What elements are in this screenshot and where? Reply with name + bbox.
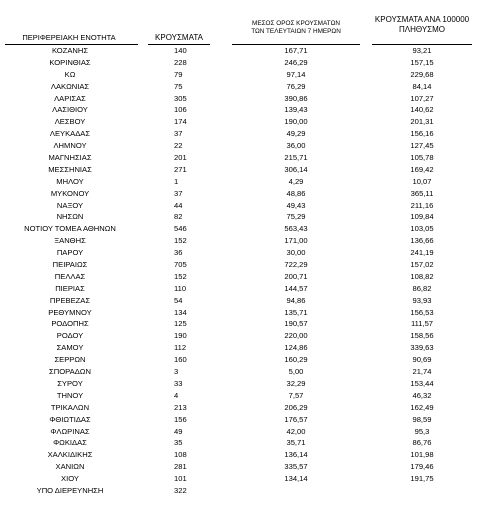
per-100000-cell: 241,19	[410, 248, 434, 258]
per-100000-cell: 157,02	[410, 260, 434, 270]
per-100000-cell: 105,78	[410, 153, 434, 163]
average-cell: 75,29	[286, 212, 306, 222]
average-cell: 190,00	[284, 117, 308, 127]
per-100000-cell: 93,93	[412, 295, 432, 305]
table-row	[0, 354, 479, 366]
per-100000-cell: 10,07	[412, 176, 432, 186]
region-cell: ΞΑΝΘΗΣ	[54, 236, 86, 246]
region-cell: ΛΑΡΙΣΑΣ	[54, 93, 86, 103]
region-cell: ΛΑΚΩΝΙΑΣ	[50, 81, 90, 91]
region-cell: ΤΡΙΚΑΛΩΝ	[50, 402, 90, 412]
per-100000-cell: 95,3	[414, 426, 430, 436]
cases-cell: 44	[174, 200, 183, 210]
region-cell: ΧΑΝΙΩΝ	[55, 462, 85, 472]
per-100000-cell: 156,53	[410, 307, 434, 317]
table-row	[0, 247, 479, 259]
region-cell: ΠΡΕΒΕΖΑΣ	[49, 295, 91, 305]
table-row	[0, 259, 479, 271]
per-100000-cell: 339,63	[410, 343, 434, 353]
header-per-100000	[372, 15, 472, 35]
region-cell: ΥΠΟ ΔΙΕΡΕΥΝΗΣΗ	[36, 485, 104, 495]
region-cell: ΧΙΟΥ	[61, 474, 79, 484]
region-cell: ΠΕΛΛΑΣ	[54, 271, 86, 281]
average-cell: 176,57	[284, 414, 308, 424]
region-cell: ΜΗΛΟΥ	[56, 176, 84, 186]
header-region: ΠΕΡΙΦΕΡΕΙΑΚΗ ΕΝΟΤΗΤΑ	[22, 33, 116, 42]
average-cell: 306,14	[284, 164, 308, 174]
cases-cell: 705	[174, 260, 187, 270]
average-cell: 246,29	[284, 57, 308, 67]
table-row	[0, 461, 479, 473]
per-100000-cell: 201,31	[410, 117, 434, 127]
region-cell: ΦΛΩΡΙΝΑΣ	[50, 426, 90, 436]
average-cell: 48,86	[286, 188, 306, 198]
per-100000-cell: 107,27	[410, 93, 434, 103]
region-cell: ΜΑΓΝΗΣΙΑΣ	[48, 153, 92, 163]
cases-cell: 546	[174, 224, 187, 234]
region-cell: ΣΑΜΟΥ	[56, 343, 84, 353]
average-cell: 220,00	[284, 331, 308, 341]
average-cell: 200,71	[284, 271, 308, 281]
cases-cell: 79	[174, 69, 183, 79]
cases-cell: 322	[174, 485, 187, 495]
cases-cell: 106	[174, 105, 187, 115]
average-cell: 144,57	[284, 283, 308, 293]
region-cell: ΝΟΤΙΟΥ ΤΟΜΕΑ ΑΘΗΝΩΝ	[24, 224, 116, 234]
per-100000-cell: 86,82	[412, 283, 432, 293]
cases-cell: 112	[174, 343, 187, 353]
per-100000-cell: 86,76	[412, 438, 432, 448]
cases-cell: 174	[174, 117, 187, 127]
cases-cell: 33	[174, 378, 183, 388]
table-row	[0, 200, 479, 212]
average-cell: 124,86	[284, 343, 308, 353]
per-100000-cell: 109,84	[410, 212, 434, 222]
table-row	[0, 188, 479, 200]
region-cell: ΛΕΥΚΑΔΑΣ	[49, 129, 91, 139]
region-cell: ΠΕΙΡΑΙΩΣ	[52, 260, 88, 270]
average-cell: 5,00	[288, 367, 304, 377]
average-cell: 76,29	[286, 81, 306, 91]
cases-cell: 152	[174, 236, 187, 246]
average-cell: 36,00	[286, 141, 306, 151]
average-cell: 134,14	[284, 474, 308, 484]
per-100000-cell: 127,45	[410, 141, 434, 151]
cases-cell: 101	[174, 474, 187, 484]
cases-cell: 152	[174, 271, 187, 281]
region-cell: ΡΟΔΟΥ	[56, 331, 84, 341]
region-cell: ΚΩ	[64, 69, 76, 79]
cases-cell: 108	[174, 450, 187, 460]
table-row	[0, 437, 479, 449]
average-cell: 94,86	[286, 295, 306, 305]
region-cell: ΝΑΞΟΥ	[56, 200, 84, 210]
per-100000-cell: 365,11	[410, 188, 434, 198]
table-row	[0, 104, 479, 116]
cases-cell: 82	[174, 212, 183, 222]
cases-cell: 49	[174, 426, 183, 436]
cases-cell: 271	[174, 164, 187, 174]
table-row	[0, 402, 479, 414]
table-row	[0, 128, 479, 140]
cases-cell: 37	[174, 129, 183, 139]
table-row	[0, 449, 479, 461]
table-row	[0, 473, 479, 485]
region-cell: ΛΕΣΒΟΥ	[54, 117, 86, 127]
header-cases: ΚΡΟΥΣΜΑΤΑ	[155, 33, 203, 42]
cases-cell: 190	[174, 331, 187, 341]
header-per-line2: ΠΛΗΘΥΣΜΟ	[398, 25, 446, 34]
cases-cell: 35	[174, 438, 183, 448]
table-row	[0, 211, 479, 223]
region-cell: ΣΠΟΡΑΔΩΝ	[49, 367, 91, 377]
cases-cell: 125	[174, 319, 187, 329]
cases-cell: 156	[174, 414, 187, 424]
region-cell: ΤΗΝΟΥ	[56, 390, 84, 400]
region-cell: ΝΗΣΩΝ	[56, 212, 84, 222]
average-cell: 135,71	[284, 307, 308, 317]
header-average-line1: ΜΕΣΟΣ ΟΡΟΣ ΚΡΟΥΣΜΑΤΩΝ	[252, 20, 340, 27]
table-row	[0, 485, 479, 497]
table-row	[0, 81, 479, 93]
table-row	[0, 342, 479, 354]
cases-cell: 110	[174, 283, 187, 293]
region-cell: ΚΟΖΑΝΗΣ	[51, 46, 89, 55]
cases-cell: 3	[174, 367, 179, 377]
cases-cell: 213	[174, 402, 187, 412]
average-cell: 171,00	[284, 236, 308, 246]
region-cell: ΚΟΡΙΝΘΙΑΣ	[49, 57, 91, 67]
region-cell: ΧΑΛΚΙΔΙΚΗΣ	[47, 450, 93, 460]
per-100000-cell: 140,62	[410, 105, 434, 115]
table-row	[0, 378, 479, 390]
table-row	[0, 152, 479, 164]
table-row	[0, 235, 479, 247]
table-row	[0, 318, 479, 330]
average-cell: 97,14	[286, 69, 306, 79]
region-cell: ΜΥΚΟΝΟΥ	[50, 188, 90, 198]
per-100000-cell: 156,16	[410, 129, 434, 139]
per-100000-cell: 229,68	[410, 69, 434, 79]
average-cell: 7,57	[288, 390, 304, 400]
cases-cell: 75	[174, 81, 183, 91]
cases-cell: 305	[174, 93, 187, 103]
per-100000-cell: 162,49	[410, 402, 434, 412]
region-cell: ΠΑΡΟΥ	[56, 248, 84, 258]
region-cell: ΜΕΣΣΗΝΙΑΣ	[48, 164, 92, 174]
table-row	[0, 140, 479, 152]
region-cell: ΦΘΙΩΤΙΔΑΣ	[49, 414, 91, 424]
table-row	[0, 223, 479, 235]
region-cell: ΣΕΡΡΩΝ	[54, 355, 86, 365]
average-cell: 4,29	[288, 176, 304, 186]
table-body	[0, 45, 479, 497]
cases-cell: 160	[174, 355, 187, 365]
average-cell: 167,71	[284, 46, 308, 55]
region-cell: ΛΑΣΙΘΙΟΥ	[52, 105, 88, 115]
per-100000-cell: 93,21	[412, 46, 432, 55]
cases-cell: 228	[174, 57, 187, 67]
region-cell: ΦΩΚΙΔΑΣ	[53, 438, 87, 448]
per-100000-cell: 84,14	[412, 81, 432, 91]
region-cell: ΣΥΡΟΥ	[57, 378, 83, 388]
per-100000-cell: 136,66	[410, 236, 434, 246]
table-row	[0, 414, 479, 426]
cases-cell: 4	[174, 390, 179, 400]
table-row	[0, 366, 479, 378]
table-row	[0, 45, 479, 57]
table-row	[0, 426, 479, 438]
per-100000-cell: 103,05	[410, 224, 434, 234]
cases-cell: 134	[174, 307, 187, 317]
cases-cell: 201	[174, 153, 187, 163]
region-cell: ΛΗΜΝΟΥ	[53, 141, 87, 151]
region-cell: ΡΕΘΥΜΝΟΥ	[48, 307, 92, 317]
average-cell: 42,00	[286, 426, 306, 436]
region-cell: ΠΙΕΡΙΑΣ	[55, 283, 85, 293]
per-100000-cell: 153,44	[410, 378, 434, 388]
average-cell: 139,43	[284, 105, 308, 115]
table-row	[0, 283, 479, 295]
average-cell: 49,43	[286, 200, 306, 210]
per-100000-cell: 21,74	[412, 367, 432, 377]
header-average-line2: ΤΩΝ ΤΕΛΕΥΤΑΙΩΝ 7 ΗΜΕΡΩΝ	[251, 28, 341, 35]
per-100000-cell: 158,56	[410, 331, 434, 341]
cases-cell: 281	[174, 462, 187, 472]
per-100000-cell: 98,59	[412, 414, 432, 424]
table-row	[0, 164, 479, 176]
cases-cell: 37	[174, 188, 183, 198]
cases-cell: 22	[174, 141, 183, 151]
average-cell: 563,43	[284, 224, 308, 234]
table-row	[0, 116, 479, 128]
average-cell: 722,29	[284, 260, 308, 270]
average-cell: 32,29	[286, 378, 306, 388]
per-100000-cell: 46,32	[412, 390, 432, 400]
per-100000-cell: 211,16	[410, 200, 434, 210]
cases-cell: 54	[174, 295, 183, 305]
cases-cell: 140	[174, 46, 187, 55]
cases-cell: 36	[174, 248, 183, 258]
table-row	[0, 93, 479, 105]
per-100000-cell: 90,69	[412, 355, 432, 365]
table-row	[0, 390, 479, 402]
table-row	[0, 57, 479, 69]
average-cell: 206,29	[284, 402, 308, 412]
per-100000-cell: 111,57	[410, 319, 434, 329]
average-cell: 136,14	[284, 450, 308, 460]
cases-cell: 1	[174, 176, 179, 186]
average-cell: 390,86	[284, 93, 308, 103]
per-100000-cell: 108,82	[410, 271, 434, 281]
average-cell: 30,00	[286, 248, 306, 258]
average-cell: 190,57	[284, 319, 308, 329]
per-100000-cell: 157,15	[410, 57, 434, 67]
header-per-line1: ΚΡΟΥΣΜΑΤΑ ΑΝΑ 100000	[374, 15, 470, 24]
average-cell: 35,71	[286, 438, 306, 448]
table-row	[0, 176, 479, 188]
region-cell: ΡΟΔΟΠΗΣ	[51, 319, 89, 329]
per-100000-cell: 191,75	[410, 474, 434, 484]
per-100000-cell: 101,98	[410, 450, 434, 460]
table-row	[0, 330, 479, 342]
average-cell: 49,29	[286, 129, 306, 139]
average-cell: 215,71	[284, 153, 308, 163]
table-row	[0, 271, 479, 283]
average-cell: 335,57	[284, 462, 308, 472]
table-row	[0, 295, 479, 307]
table-row	[0, 307, 479, 319]
per-100000-cell: 179,46	[410, 462, 434, 472]
header-average	[232, 20, 360, 36]
table-row	[0, 69, 479, 81]
average-cell: 160,29	[284, 355, 308, 365]
per-100000-cell: 169,42	[410, 164, 434, 174]
